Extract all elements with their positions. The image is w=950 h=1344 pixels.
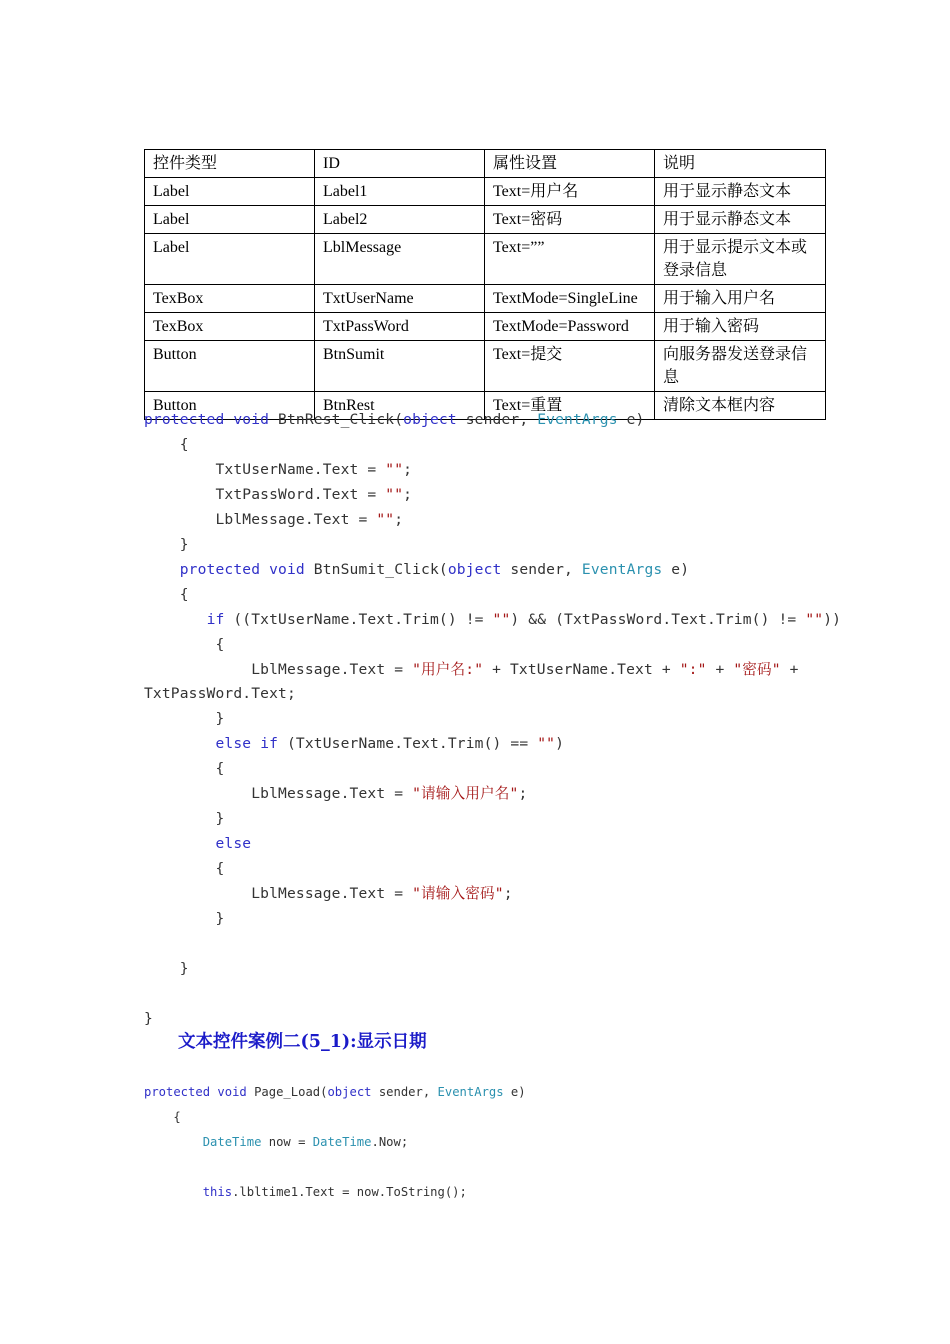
code-string: ":" [679,660,707,678]
cell-property: Text=提交 [485,341,655,392]
code-keyword: void [233,411,270,428]
code-text: } [144,810,225,828]
code-keyword: void [217,1085,247,1099]
code-type: DateTime [202,1135,262,1149]
header-cell-property: 属性设置 [485,150,655,178]
code-line [144,882,841,907]
cell-type: Label [145,206,315,234]
cell-type: Button [145,341,315,392]
code-line [144,1180,526,1205]
code-text: { [144,760,225,778]
code-keyword: this [202,1185,233,1199]
code-line [144,707,841,732]
code-text: sender, [456,411,538,428]
code-line [144,433,841,458]
code-keyword: object [447,560,502,578]
code-text: )) [823,610,842,628]
controls-table [144,149,826,420]
cell-type: TexBox [145,285,315,313]
code-line [144,732,841,757]
code-line [144,682,841,707]
cell-description: 用于输入密码 [655,313,826,341]
table-row [145,313,826,341]
code-text: LblMessage.Text = [144,660,413,678]
code-line [144,832,841,857]
table-row [145,285,826,313]
code-keyword: else [215,835,252,853]
code-text [144,611,207,628]
code-string: "" [492,610,511,628]
code-text: LblMessage.Text = [144,785,413,803]
code-line [144,1130,526,1155]
cell-type: TexBox [145,313,315,341]
code-text: ; [518,785,528,803]
code-type: EventArgs [581,560,663,578]
code-line [144,658,841,683]
code-text: { [144,435,189,453]
code-line [144,408,841,433]
table-header-row [145,150,826,178]
table-row [145,206,826,234]
code-keyword: protected [179,560,261,578]
cell-description: 用于显示提示文本或登录信息 [655,234,826,285]
code-keyword: if [260,735,279,753]
code-type: EventArgs [537,411,618,428]
code-string: "请输入密码" [412,885,504,903]
code-text [260,561,269,578]
code-text: { [144,1110,181,1124]
code-text: ; [403,460,413,478]
code-string: "" [385,460,404,478]
code-text: ; [503,885,513,903]
code-text [144,561,180,578]
code-text: BtnSumit_Click( [304,560,448,578]
code-line [144,608,841,633]
cell-property: Text=用户名 [485,178,655,206]
code-line [144,907,841,932]
code-text: now = [261,1135,313,1149]
code-text: sender, [501,560,582,578]
cell-id: LblMessage [315,234,485,285]
code-text: ; [403,485,413,503]
code-text: ) && (TxtPassWord.Text.Trim() != [510,610,806,628]
code-text: ((TxtUserName.Text.Trim() != [224,610,493,628]
header-cell-description: 说明 [655,150,826,178]
code-line [144,807,841,832]
cell-type: Label [145,178,315,206]
table-row [145,178,826,206]
code-text: } [144,959,189,977]
code-line [144,1155,526,1180]
code-line [144,558,841,583]
code-text: sender, [371,1085,438,1099]
cell-id: Label2 [315,206,485,234]
code-line [144,957,841,982]
code-text: } [144,910,225,928]
code-line [144,782,841,807]
code-line [144,633,841,658]
code-text: + [706,660,734,678]
code-line [144,857,841,882]
header-cell-id: ID [315,150,485,178]
code-text [144,1135,203,1149]
cell-property: Text=”” [485,234,655,285]
code-string: "密码" [733,660,781,678]
code-text: } [144,535,189,553]
code-line [144,533,841,558]
code-text: .lbltime1.Text = now.ToString(); [232,1185,467,1199]
code-text: ; [394,510,404,528]
code-line [144,508,841,533]
code-text: } [144,1009,153,1027]
code-text: TxtPassWord.Text; [144,685,296,703]
code-text: Page_Load( [246,1085,328,1099]
code-string: "" [805,610,824,628]
code-text [144,835,216,852]
code-text: e) [503,1085,526,1099]
code-type: DateTime [312,1135,372,1149]
code-line [144,583,841,608]
code-text: .Now; [371,1135,409,1149]
code-text: LblMessage.Text = [144,510,377,528]
cell-description: 向服务器发送登录信息 [655,341,826,392]
code-keyword: if [206,610,225,628]
code-type: EventArgs [437,1085,504,1099]
code-line [144,458,841,483]
code-text: { [144,585,189,603]
code-line [144,932,841,957]
cell-property: Text=重置 [485,392,655,420]
code-keyword: protected [144,1085,211,1099]
cell-property: TextMode=Password [485,313,655,341]
code-block-page-load [144,1080,526,1205]
cell-description: 用于输入用户名 [655,285,826,313]
code-string: "请输入用户名" [412,785,519,803]
cell-description: 清除文本框内容 [655,392,826,420]
cell-id: TxtUserName [315,285,485,313]
code-string: "" [537,735,556,753]
code-keyword: else [215,735,252,753]
code-string: "" [376,510,395,528]
code-block-login-handlers [144,408,841,1032]
code-text: BtnRest_Click( [269,411,404,428]
cell-id: TxtPassWord [315,313,485,341]
code-text: LblMessage.Text = [144,885,413,903]
code-string: "用户名:" [412,660,484,678]
code-keyword: object [403,411,457,428]
code-line [144,483,841,508]
cell-id: BtnSumit [315,341,485,392]
cell-type: Button [145,392,315,420]
code-keyword: void [269,560,305,578]
code-line [144,1080,526,1105]
code-keyword: protected [144,411,225,428]
cell-id: BtnRest [315,392,485,420]
cell-id: Label1 [315,178,485,206]
code-text [144,735,216,752]
code-keyword: object [327,1085,372,1099]
cell-property: TextMode=SingleLine [485,285,655,313]
code-text: (TxtUserName.Text.Trim() == [278,735,538,753]
table-row [145,234,826,285]
cell-type: Label [145,234,315,285]
code-text: e) [617,411,645,428]
header-cell-type: 控件类型 [145,150,315,178]
code-text: e) [662,560,690,578]
code-text: { [144,635,225,653]
code-text: } [144,710,225,728]
cell-description: 用于显示静态文本 [655,206,826,234]
cell-description: 用于显示静态文本 [655,178,826,206]
code-line [144,757,841,782]
code-text: + TxtUserName.Text + [483,660,680,678]
code-text: + [780,660,799,678]
code-text [144,1185,203,1199]
code-line [144,982,841,1007]
code-text: TxtPassWord.Text = [144,485,386,503]
code-text [251,735,260,752]
table-row [145,341,826,392]
cell-property: Text=密码 [485,206,655,234]
code-string: "" [385,485,404,503]
code-text: TxtUserName.Text = [144,460,386,478]
code-line [144,1105,526,1130]
section-heading: 文本控件案例二(5_1):显示日期 [178,1032,427,1052]
code-text: ) [555,735,565,753]
code-text: { [144,860,225,878]
